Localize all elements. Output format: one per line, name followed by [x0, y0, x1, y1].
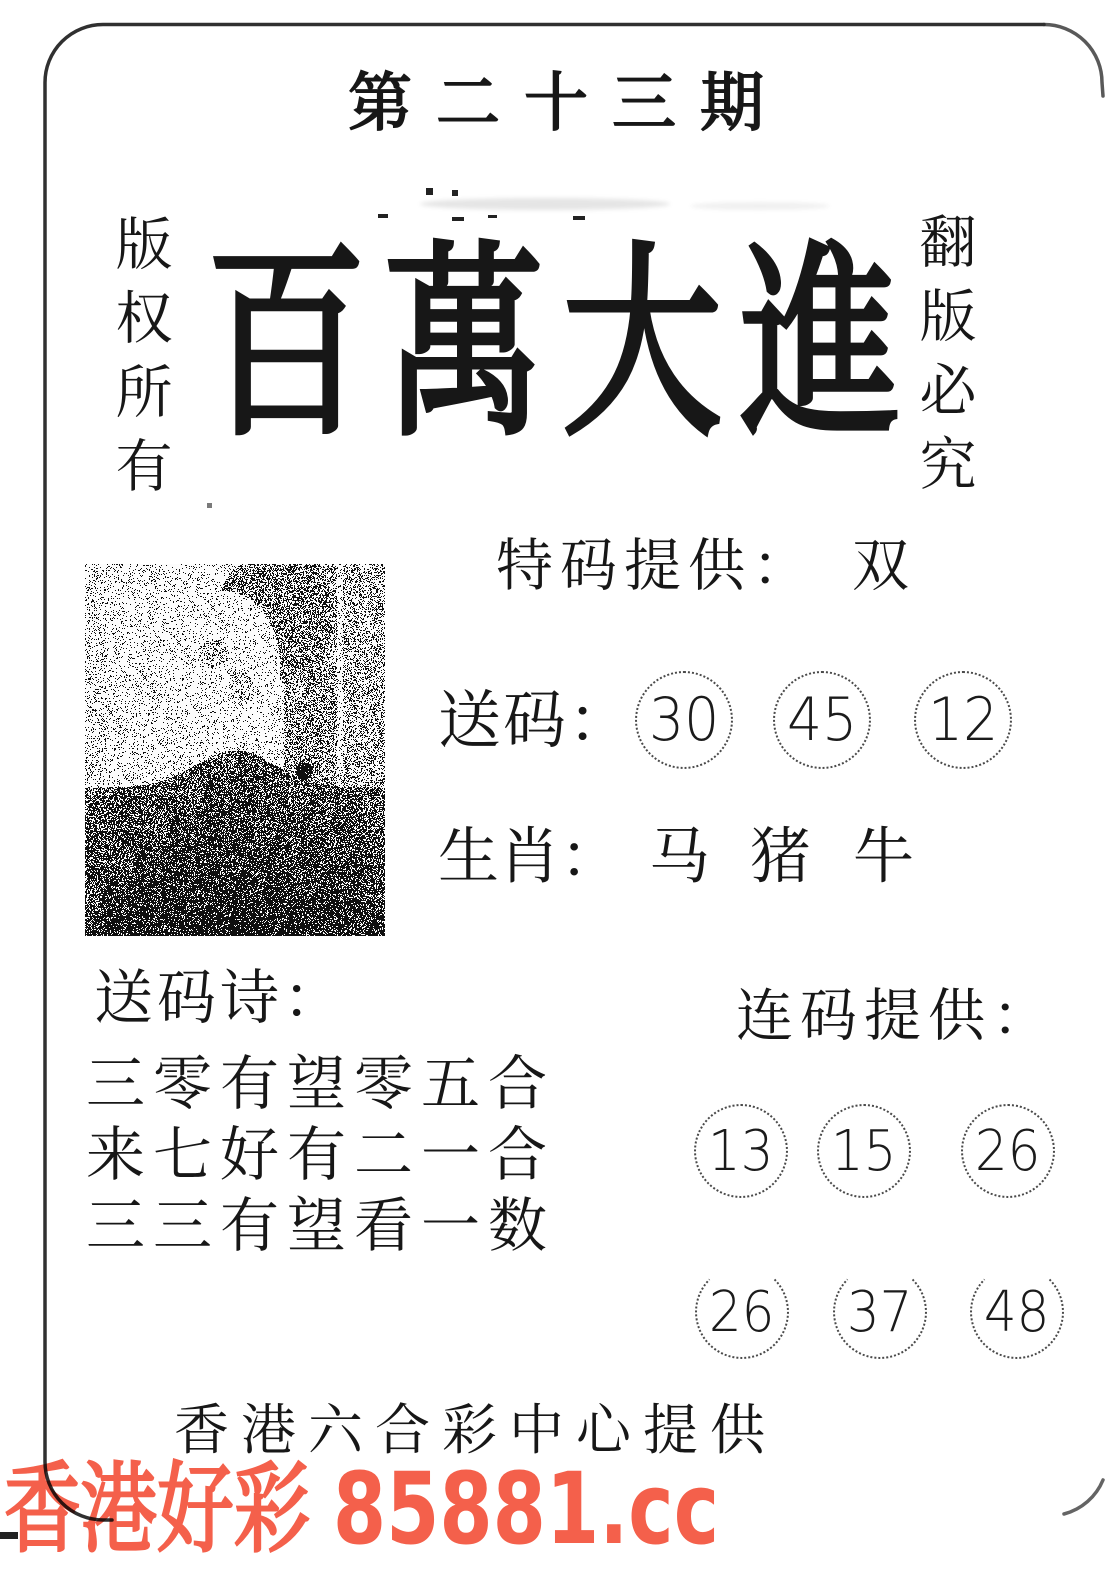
- gift-code-circle: [773, 671, 871, 769]
- consecutive-code-number: 26: [709, 1279, 775, 1345]
- issue-title: 第二十三期: [348, 68, 788, 139]
- footer-brand-text: 香港好彩: [4, 1451, 311, 1567]
- consecutive-code-circle: [833, 1265, 927, 1359]
- poem-line: 三三有望看一数: [86, 1193, 556, 1259]
- main-title: 百萬大進: [206, 230, 919, 462]
- consecutive-code-number: 13: [708, 1118, 774, 1184]
- footer-site-text: 85881.cc: [332, 1451, 720, 1567]
- consecutive-code-circle: [961, 1104, 1055, 1198]
- gift-code-number: 30: [648, 685, 720, 755]
- ink-speck: [378, 214, 388, 218]
- piracy-vertical-text: 翻版必究: [911, 212, 974, 508]
- consecutive-code-number: 15: [831, 1118, 897, 1184]
- provider-line: 香港六合彩中心提供: [174, 1400, 778, 1461]
- zodiac-value: 马: [649, 824, 711, 891]
- gift-code-circle: [914, 671, 1012, 769]
- ink-speck: [426, 188, 433, 195]
- poem-title: 送码诗：: [94, 965, 347, 1031]
- consecutive-code-circle: [694, 1104, 788, 1198]
- border-bottom-right-arc: [1064, 1480, 1103, 1514]
- ink-speck: [452, 217, 464, 221]
- ink-smudge: [420, 198, 670, 210]
- special-code-row: [496, 520, 916, 602]
- poem-line: 来七好有二一合: [86, 1122, 556, 1188]
- gift-code-circle: [635, 671, 733, 769]
- ink-speck: [488, 215, 497, 218]
- ink-smudge: [690, 202, 830, 210]
- consecutive-code-number: 48: [984, 1279, 1050, 1345]
- consecutive-code-number: 37: [847, 1279, 913, 1345]
- special-code-value: 双: [852, 535, 916, 598]
- zodiac-value: 牛: [853, 824, 915, 891]
- zodiac-row: [438, 808, 914, 895]
- ink-speck: [207, 503, 212, 508]
- copyright-vertical-text: 版权所有: [107, 214, 170, 510]
- portrait-photo: [85, 564, 385, 936]
- consecutive-code-circle: [970, 1265, 1064, 1359]
- special-code-label: 特码提供：: [496, 535, 816, 598]
- ink-speck: [452, 190, 458, 196]
- gift-code-number: 12: [927, 685, 999, 755]
- zodiac-label: 生肖：: [438, 824, 622, 891]
- consecutive-code-number: 26: [975, 1118, 1041, 1184]
- gift-code-number: 45: [786, 685, 858, 755]
- consecutive-code-circle: [695, 1265, 789, 1359]
- poem-line: 三零有望零五合: [86, 1051, 556, 1117]
- zodiac-value: 猪: [750, 824, 812, 891]
- consecutive-code-circle: [817, 1104, 911, 1198]
- consecutive-codes-label: 连码提供：: [736, 985, 1056, 1048]
- footer: [4, 1451, 720, 1567]
- ink-speck: [573, 216, 585, 220]
- gift-codes-label: 送码：: [438, 686, 633, 756]
